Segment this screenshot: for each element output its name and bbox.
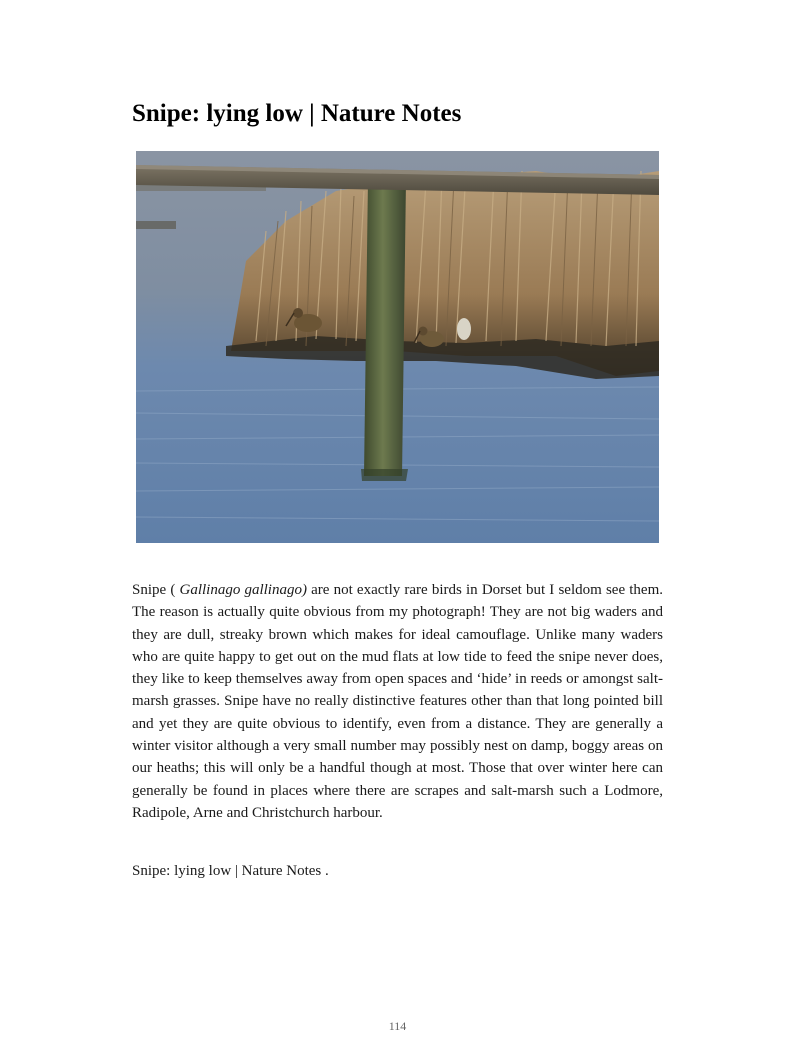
- snipe-photo: [136, 151, 659, 543]
- bird-pale: [457, 318, 471, 340]
- paragraph-lead: Snipe (: [132, 582, 180, 598]
- latin-name: Gallinago gallinago): [179, 582, 307, 598]
- article-paragraph: [132, 579, 663, 824]
- paragraph-body: are not exactly rare birds in Dorset but I seldom see them. The reason is actually quite obvious from my photograph! They are not big waders and they are dull, streaky brown which makes for ideal camouflage. Unlike many waders who are quite happy to get out on the mud flats at low tide to feed the snipe never does, they like to keep themselves away from open spaces and ‘hide’ in reeds or amongst salt-marsh grasses. Snipe have no really distinctive features other than that long pointed bill and yet they are quite obvious to identify, even from a distance. They are generally a winter visitor although a very small number may possibly nest on damp, boggy areas on our heaths; this will only be a handful though at most. Those that over winter here can generally be found in places where there are scrapes and salt-marsh such a Lodmore, Radipole, Arne and Christchurch harbour.: [132, 582, 663, 821]
- source-link[interactable]: Snipe: lying low | Nature Notes .: [132, 863, 329, 879]
- page-title: Snipe: lying low | Nature Notes: [132, 100, 462, 127]
- page-number: 114: [388, 1019, 407, 1033]
